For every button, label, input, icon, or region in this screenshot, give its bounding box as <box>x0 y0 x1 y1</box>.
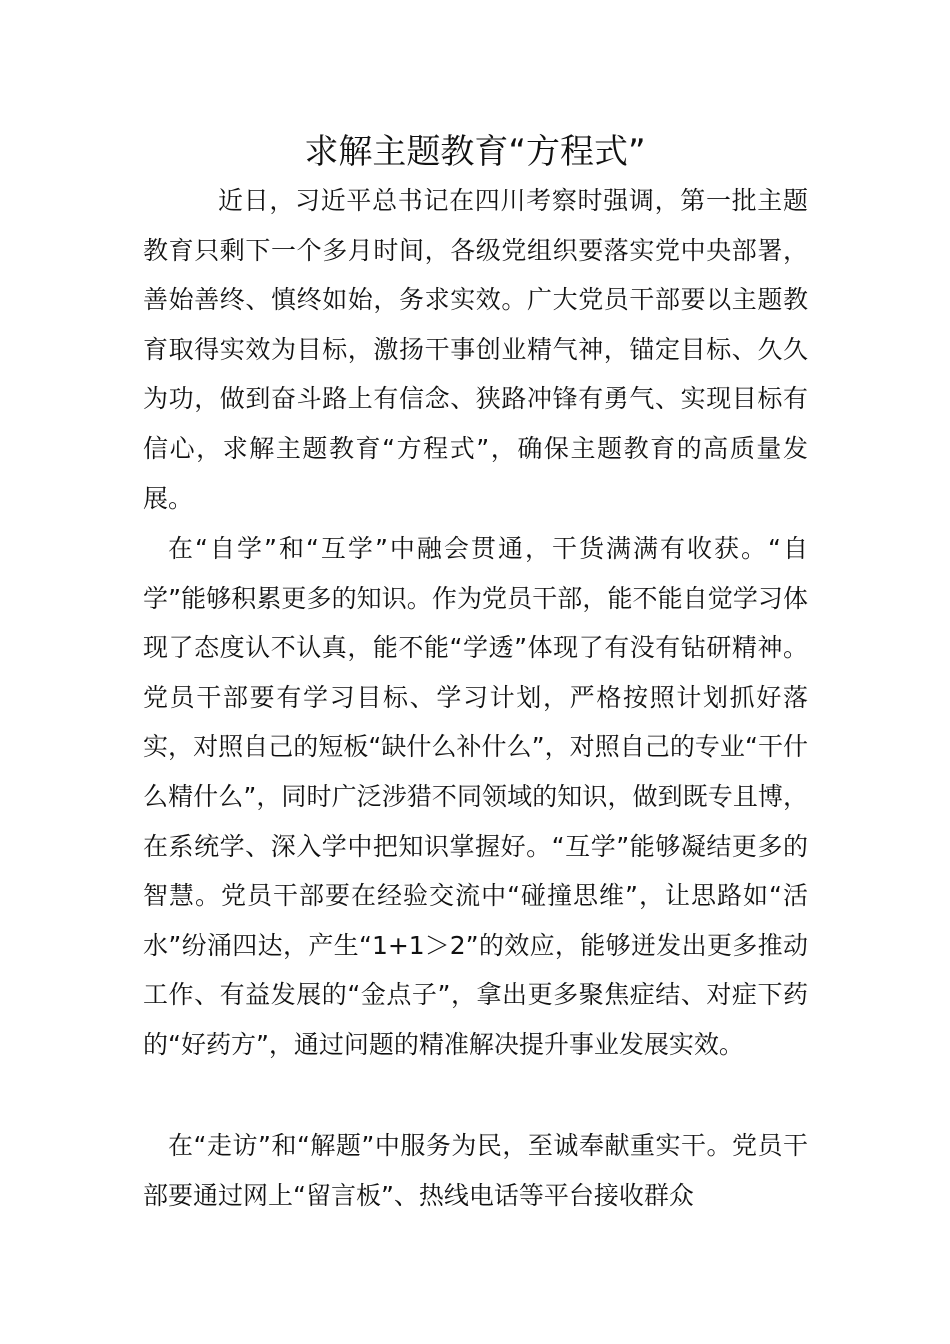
paragraph-visits: 在“走访”和“解题”中服务为民，至诚奉献重实干。党员干部要通过网上“留言板”、热线电话等平台接收群众 <box>143 1131 808 1210</box>
document-title: 求解主题教育“方程式” <box>304 132 646 172</box>
paragraph-self-study: 在“自学”和“互学”中融会贯通，干货满满有收获。“自学”能够积累更多的知识。作为党员干部，能不能自觉学习体现了态度认不认真，能不能“学透”体现了有没有钻研精神。党员干部要有学习目标、学习计划，严格按照计划抓好落实，对照自己的短板“缺什么补什么”，对照自己的专业“干什么精什么”，同时广泛涉猎不同领域的知识，做到既专且博，在系统学、深入学中把知识掌握好。“互学”能够凝结更多的智慧。党员干部要在经验交流中“碰撞思维”，让思路如“活水”纷涌四达，产生“1+1＞2”的效应，能够迸发出更多推动工作、有益发展的“金点子”，拿出更多聚焦症结、对症下药的“好药方”，通过问题的精准解决提升事业发展实效。 <box>143 534 808 1059</box>
paragraph-intro: 近日，习近平总书记在四川考察时强调，第一批主题教育只剩下一个多月时间，各级党组织要落实党中央部署，善始善终、慎终如始，务求实效。广大党员干部要以主题教育取得实效为目标，激扬干事创业精气神，锚定目标、久久为功，做到奋斗路上有信念、狭路冲锋有勇气、实现目标有信心，求解主题教育“方程式”，确保主题教育的高质量发展。 <box>143 186 808 513</box>
